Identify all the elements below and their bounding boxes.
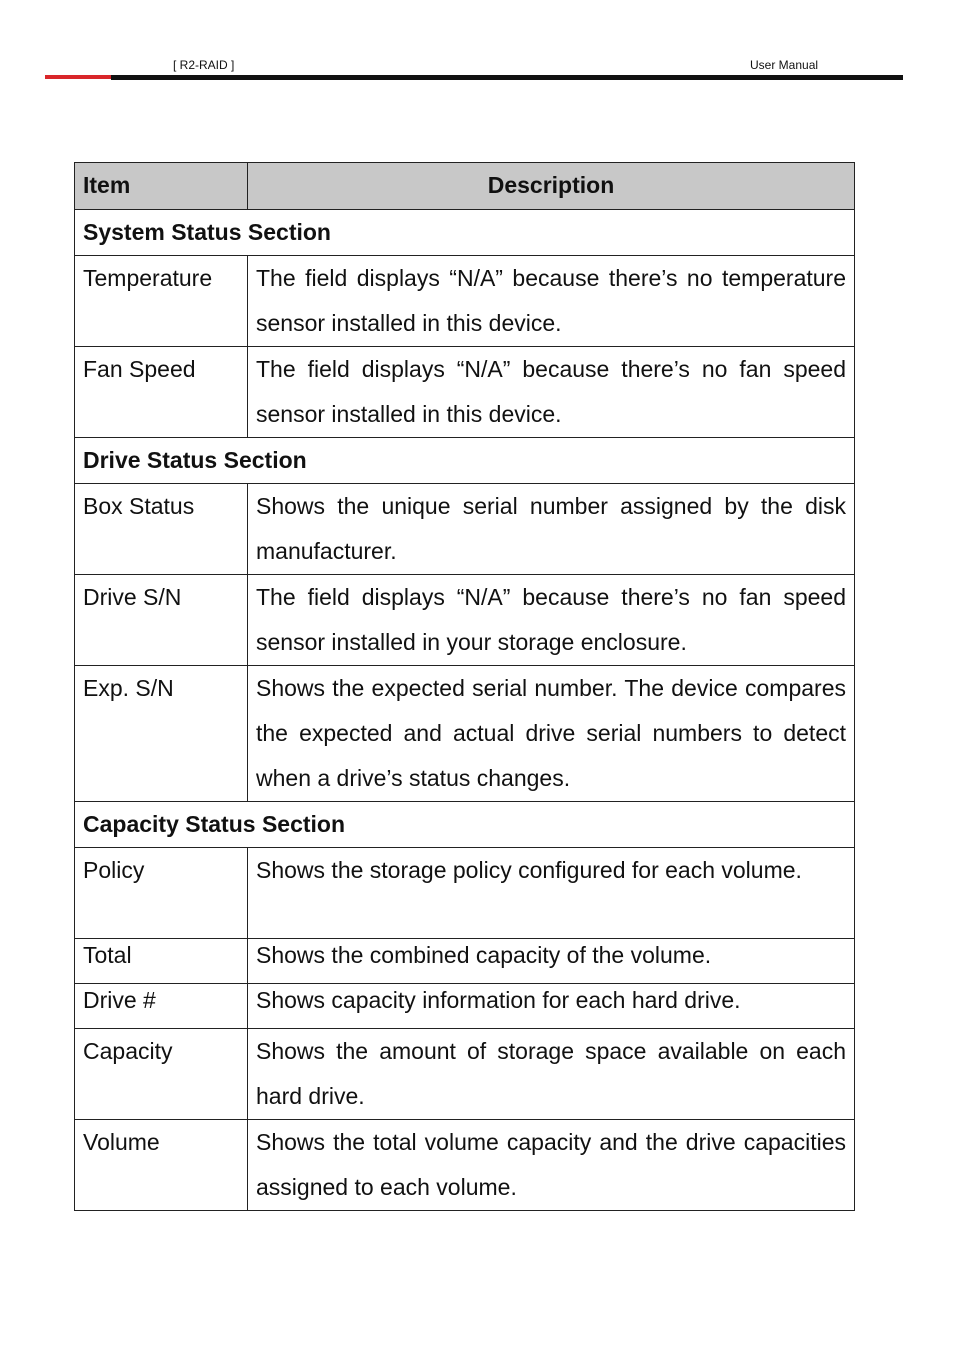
row-description: Shows the amount of storage space available on each hard drive.	[248, 1029, 855, 1120]
table-row	[75, 666, 855, 802]
section-row-system-status	[75, 210, 855, 256]
row-item: Drive S/N	[75, 575, 248, 666]
header-manual-label: User Manual	[750, 58, 819, 72]
row-description: Shows the total volume capacity and the drive capacities assigned to each volume.	[248, 1120, 855, 1211]
table-row	[75, 1029, 855, 1120]
table-row	[75, 256, 855, 347]
row-description: Shows the combined capacity of the volume.	[248, 939, 855, 984]
column-header-description: Description	[248, 163, 855, 210]
row-description: Shows the storage policy configured for each volume.	[248, 848, 855, 939]
table-row	[75, 939, 855, 984]
section-title: Drive Status Section	[75, 438, 855, 484]
row-description: Shows capacity information for each hard drive.	[248, 984, 855, 1029]
table-header-row	[75, 163, 855, 210]
table-row	[75, 347, 855, 438]
row-item: Volume	[75, 1120, 248, 1211]
column-header-item: Item	[75, 163, 248, 210]
row-item: Exp. S/N	[75, 666, 248, 802]
description-table	[74, 162, 855, 1211]
table-row	[75, 1120, 855, 1211]
row-item: Drive #	[75, 984, 248, 1029]
row-item: Policy	[75, 848, 248, 939]
row-item: Temperature	[75, 256, 248, 347]
table-row	[75, 484, 855, 575]
section-title: Capacity Status Section	[75, 802, 855, 848]
row-item: Box Status	[75, 484, 248, 575]
row-description: The field displays “N/A” because there’s no fan speed sensor installed in your storage enclosure.	[248, 575, 855, 666]
table-row	[75, 848, 855, 939]
table-row	[75, 984, 855, 1029]
section-row-drive-status	[75, 438, 855, 484]
section-row-capacity-status	[75, 802, 855, 848]
row-item: Total	[75, 939, 248, 984]
row-description: The field displays “N/A” because there’s no fan speed sensor installed in this device.	[248, 347, 855, 438]
row-description: Shows the expected serial number. The device compares the expected and actual drive serial numbers to detect when a drive’s status changes.	[248, 666, 855, 802]
table-row	[75, 575, 855, 666]
header-rule-accent	[45, 75, 111, 79]
header-rule	[111, 75, 903, 80]
row-item: Fan Speed	[75, 347, 248, 438]
row-description: The field displays “N/A” because there’s no temperature sensor installed in this device.	[248, 256, 855, 347]
header-product-label: [ R2-RAID ]	[173, 58, 235, 72]
section-title: System Status Section	[75, 210, 855, 256]
row-item: Capacity	[75, 1029, 248, 1120]
row-description: Shows the unique serial number assigned by the disk manufacturer.	[248, 484, 855, 575]
